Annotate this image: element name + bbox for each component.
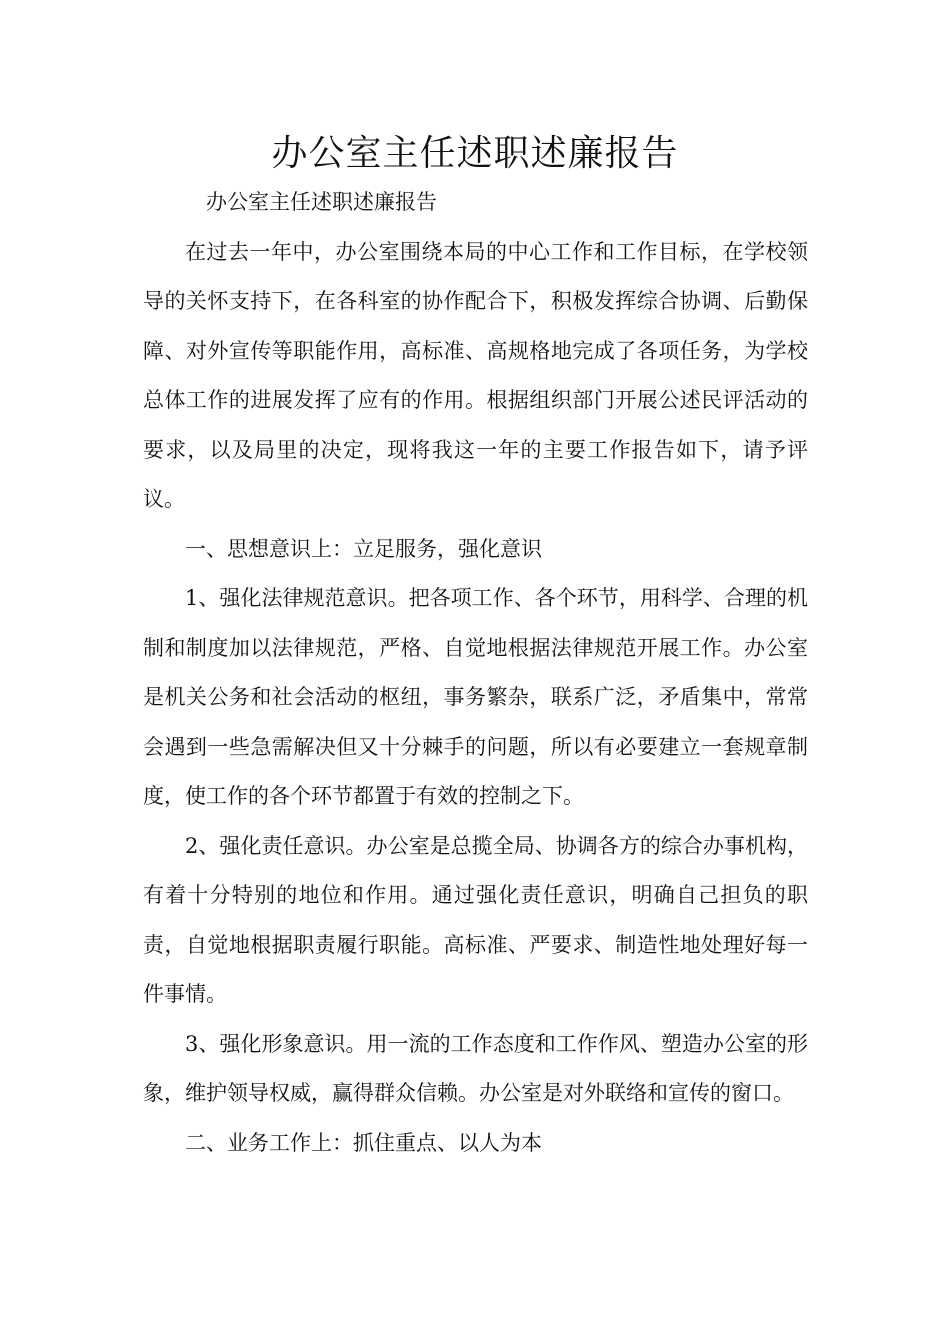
paragraph-item-2: 2、强化责任意识。办公室是总揽全局、协调各方的综合办事机构，有着十分特别的地位和作用。通过强化责任意识，明确自己担负的职责，自觉地根据职责履行职能。高标准、严要求、制造性地处理好每一件事情。 (143, 833, 808, 1006)
document-title: 办公室主任述职述廉报告 (271, 133, 679, 174)
section-heading-2: 二、业务工作上：抓住重点、以人为本 (185, 1130, 542, 1155)
paragraph-item-3: 3、强化形象意识。用一流的工作态度和工作作风、塑造办公室的形象，维护领导权威，赢得群众信赖。办公室是对外联络和宣传的窗口。 (143, 1031, 808, 1105)
document-body (143, 178, 808, 1168)
paragraph-intro: 在过去一年中，办公室围绕本局的中心工作和工作目标，在学校领导的关怀支持下，在各科室的协作配合下，积极发挥综合协调、后勤保障、对外宣传等职能作用，高标准、高规格地完成了各项任务，为学校总体工作的进展发挥了应有的作用。根据组织部门开展公述民评活动的要求，以及局里的决定，现将我这一年的主要工作报告如下，请予评议。 (143, 239, 808, 511)
document-subtitle: 办公室主任述职述廉报告 (206, 190, 437, 214)
paragraph-item-1: 1、强化法律规范意识。把各项工作、各个环节，用科学、合理的机制和制度加以法律规范，严格、自觉地根据法律规范开展工作。办公室是机关公务和社会活动的枢纽，事务繁杂，联系广泛，矛盾集中，常常会遇到一些急需解决但又十分棘手的问题，所以有必要建立一套规章制度，使工作的各个环节都置于有效的控制之下。 (143, 586, 808, 808)
section-heading-1: 一、思想意识上：立足服务，强化意识 (185, 536, 542, 561)
